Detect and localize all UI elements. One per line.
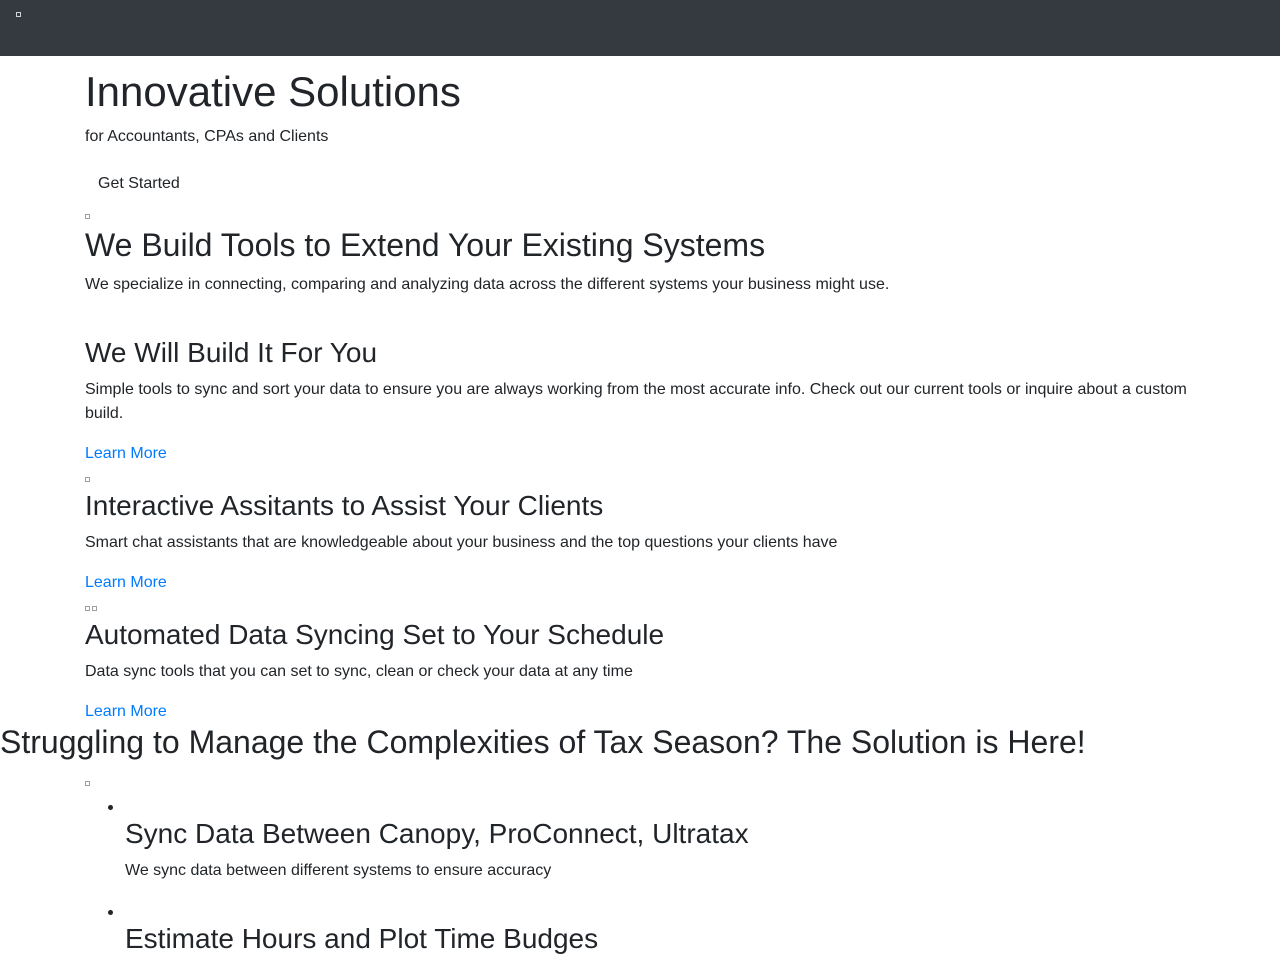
tools-image xyxy=(85,214,90,219)
hero-subtitle: for Accountants, CPAs and Clients xyxy=(85,128,329,145)
tax-item-title: Sync Data Between Canopy, ProConnect, Ultratax xyxy=(125,818,749,849)
feature-description-build: Simple tools to sync and sort your data to ensure you are always working from the most accurate info. Check out our current tools or inquire about a custom build. xyxy=(85,381,1187,422)
feature-description-syncing: Data sync tools that you can set to sync, clean or check your data at any time xyxy=(85,663,633,680)
feature-title-assistants: Interactive Assitants to Assist Your Clients xyxy=(85,490,604,521)
feature-title-build: We Will Build It For You xyxy=(85,337,378,368)
feature-title-syncing: Automated Data Syncing Set to Your Schedule xyxy=(85,619,665,650)
assistants-image xyxy=(85,477,90,482)
get-started-button[interactable]: Get Started xyxy=(85,172,193,196)
tax-item-title: Estimate Hours and Plot Time Budges xyxy=(125,923,599,954)
syncing-image xyxy=(85,606,90,611)
learn-more-link-build[interactable]: Learn More xyxy=(85,445,167,462)
syncing-image-secondary xyxy=(92,606,97,611)
bullet-icon xyxy=(108,805,113,810)
top-navbar xyxy=(0,0,1280,56)
learn-more-link-assistants[interactable]: Learn More xyxy=(85,574,167,591)
hero-title: Innovative Solutions xyxy=(85,68,461,115)
tax-season-image xyxy=(85,781,90,786)
tools-description: We specialize in connecting, comparing and analyzing data across the different systems your business might use. xyxy=(85,276,890,293)
tax-item-description: We sync data between different systems to ensure accuracy xyxy=(125,862,552,879)
feature-description-assistants: Smart chat assistants that are knowledgeable about your business and the top questions your clients have xyxy=(85,534,838,551)
tax-season-heading: Struggling to Manage the Complexities of Tax Season? The Solution is Here! xyxy=(0,724,1086,760)
bullet-icon xyxy=(108,910,113,915)
logo-image[interactable] xyxy=(16,12,21,17)
learn-more-link-syncing[interactable]: Learn More xyxy=(85,703,167,720)
tools-heading: We Build Tools to Extend Your Existing Systems xyxy=(85,227,766,263)
